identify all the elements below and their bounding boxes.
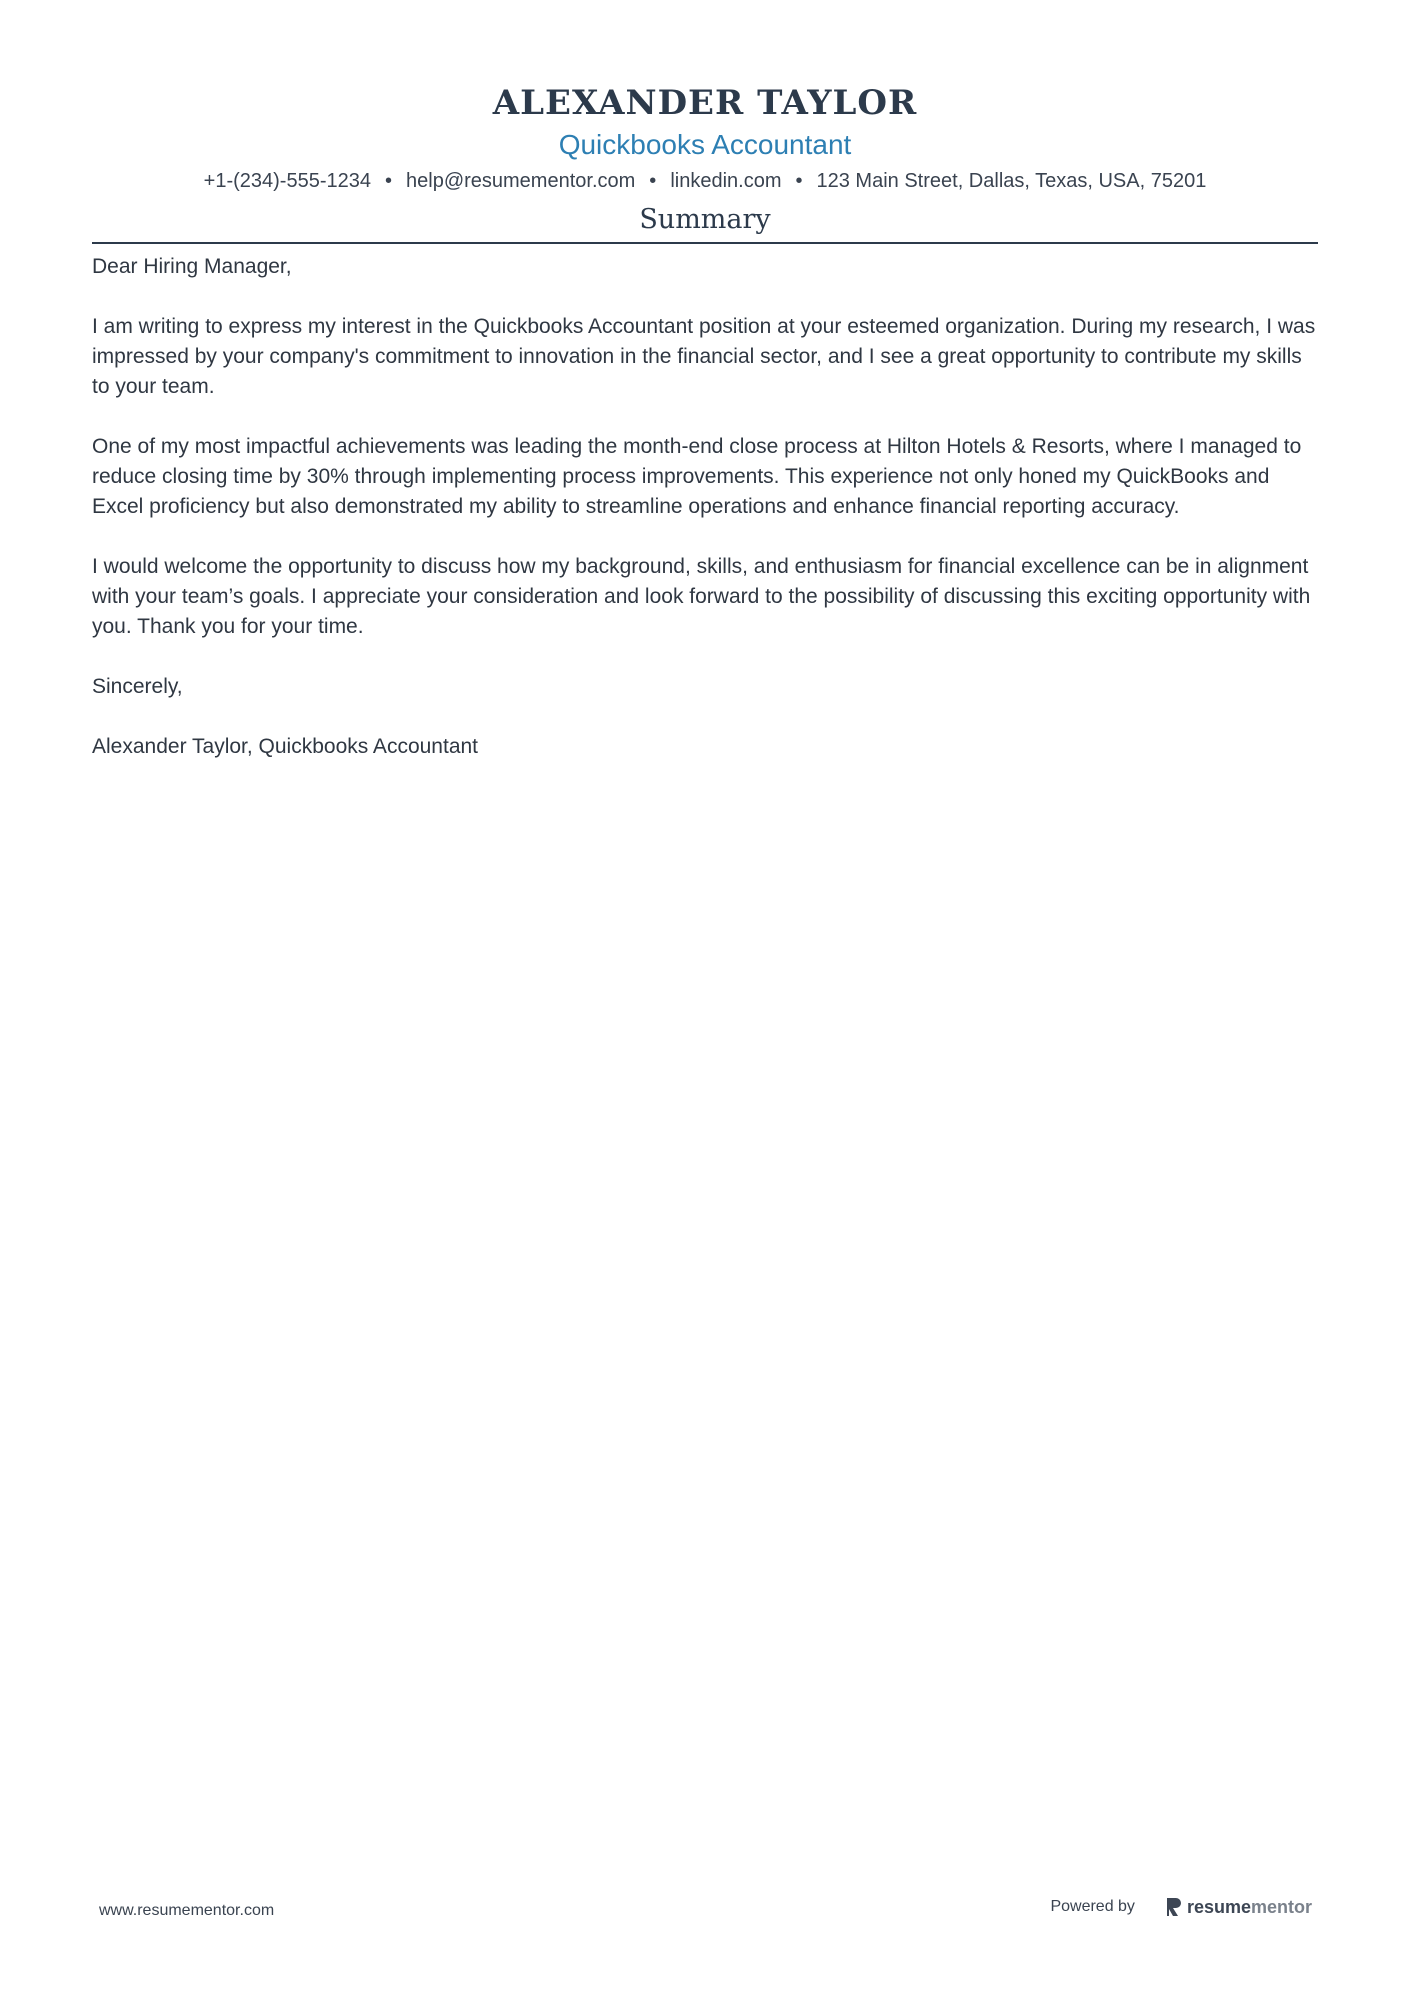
letter-body bbox=[92, 252, 1318, 792]
resumementor-logo-icon bbox=[1165, 1896, 1183, 1918]
footer-website-link[interactable]: www.resumementor.com bbox=[99, 1902, 275, 1919]
contact-line bbox=[92, 166, 1318, 196]
letter-header bbox=[92, 78, 1318, 196]
separator-dot: • bbox=[384, 170, 392, 192]
contact-email[interactable]: help@resumementor.com bbox=[406, 170, 636, 192]
contact-phone: +1-(234)-555-1234 bbox=[203, 170, 371, 192]
footer-branding bbox=[1050, 1896, 1312, 1918]
contact-address: 123 Main Street, Dallas, Texas, USA, 75201 bbox=[816, 170, 1207, 192]
letter-paragraph: I am writing to express my interest in the Quickbooks Accountant position at your esteemed organization. During my research, I was impressed by your company's commitment to innovation in the financial sector, and I see a great opportunity to contribute my skills to your team. bbox=[92, 315, 1316, 398]
candidate-job-title: Quickbooks Accountant bbox=[558, 129, 852, 160]
separator-dot: • bbox=[795, 170, 803, 192]
powered-by-label: Powered by bbox=[1050, 1898, 1135, 1915]
letter-signature: Alexander Taylor, Quickbooks Accountant bbox=[92, 735, 479, 758]
contact-linkedin[interactable]: linkedin.com bbox=[670, 170, 782, 192]
section-divider bbox=[92, 242, 1318, 244]
letter-paragraph: I would welcome the opportunity to discuss how my background, skills, and enthusiasm for financial excellence can be in alignment with your team’s goals. I appreciate your consideration and look forward to the possibility of discussing this exciting opportunity with you. Thank you for your time. bbox=[92, 555, 1311, 638]
letter-greeting: Dear Hiring Manager, bbox=[92, 255, 292, 278]
separator-dot: • bbox=[649, 170, 657, 192]
brand-name-part1: resume bbox=[1186, 1896, 1251, 1917]
section-title-summary: Summary bbox=[639, 204, 771, 235]
brand-name-part2: mentor bbox=[1250, 1896, 1312, 1917]
letter-paragraph: One of my most impactful achievements was leading the month-end close process at Hilton Hotels & Resorts, where I managed to reduce closing time by 30% through implementing process improvements. This experience not only honed my QuickBooks and Excel proficiency but also demonstrated my ability to streamline operations and enhance financial reporting accuracy. bbox=[92, 435, 1302, 518]
resumementor-logo[interactable] bbox=[1165, 1896, 1312, 1918]
candidate-name: ALEXANDER TAYLOR bbox=[492, 83, 918, 123]
letter-closing: Sincerely, bbox=[92, 675, 183, 698]
